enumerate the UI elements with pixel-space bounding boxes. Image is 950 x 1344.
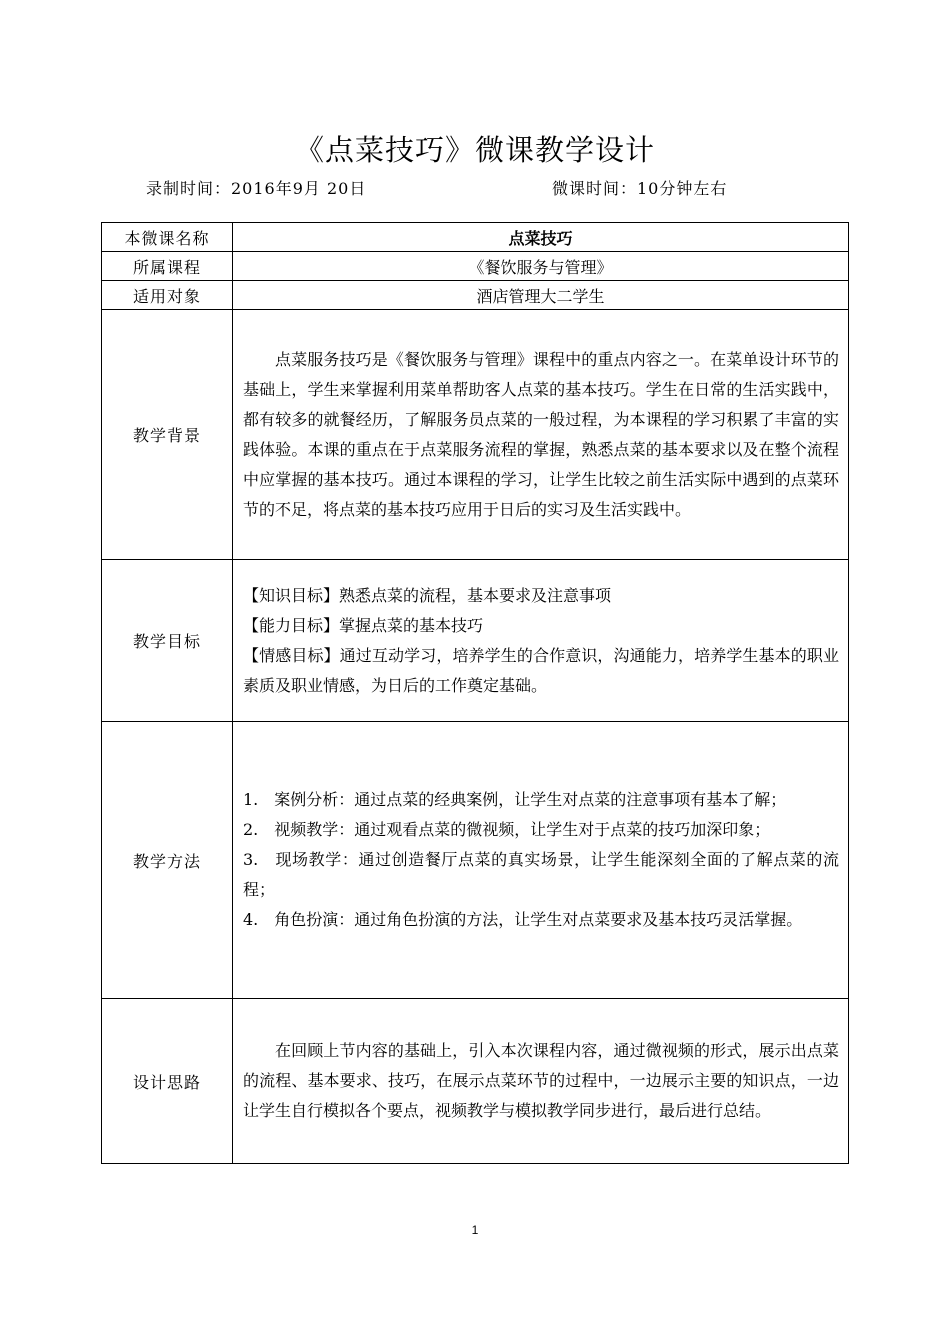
methods-cell: [233, 722, 849, 999]
background-cell: [233, 310, 849, 560]
method-item: 3. 现场教学：通过创造餐厅点菜的真实场景，让学生能深刻全面的了解点菜的流程；: [243, 850, 839, 899]
lesson-name-label: 本微课名称: [102, 223, 233, 252]
design-text: 在回顾上节内容的基础上，引入本次课程内容，通过微视频的形式，展示出点菜的流程、基本要求、技巧，在展示点菜环节的过程中，一边展示主要的知识点，一边让学生自行模拟各个要点，视频教学与模拟教学同步进行，最后进行总结。: [243, 1041, 839, 1120]
background-label: 教学背景: [102, 310, 233, 560]
row-course: [102, 252, 849, 281]
design-cell: [233, 999, 849, 1164]
row-audience: [102, 281, 849, 310]
page-number: 1: [471, 1223, 479, 1237]
background-text: 点菜服务技巧是《餐饮服务与管理》课程中的重点内容之一。在菜单设计环节的基础上，学生来掌握利用菜单帮助客人点菜的基本技巧。学生在日常的生活实践中，都有较多的就餐经历，了解服务员点菜的一般过程，为本课程的学习积累了丰富的实践体验。本课的重点在于点菜服务流程的掌握，熟悉点菜的基本要求以及在整个流程中应掌握的基本技巧。通过本课程的学习，让学生比较之前生活实际中遇到的点菜环节的不足，将点菜的基本技巧应用于日后的实习及生活实践中。: [243, 349, 839, 519]
method-item: 1. 案例分析：通过点菜的经典案例，让学生对点菜的注意事项有基本了解；: [243, 790, 787, 809]
goal-ability: 【能力目标】掌握点菜的基本技巧: [243, 615, 484, 635]
record-time: 录制时间：2016年9月 20日: [146, 179, 367, 198]
audience-value: 酒店管理大二学生: [233, 281, 849, 310]
lesson-duration: 微课时间：10分钟左右: [552, 179, 728, 198]
audience-label: 适用对象: [102, 281, 233, 310]
row-lesson-name: [102, 223, 849, 252]
goals-cell: [233, 560, 849, 722]
row-background: [102, 310, 849, 560]
goals-label: 教学目标: [102, 560, 233, 722]
course-label: 所属课程: [102, 252, 233, 281]
goal-emotion: 【情感目标】通过互动学习，培养学生的合作意识，沟通能力，培养学生基本的职业素质及职业情感，为日后的工作奠定基础。: [243, 645, 839, 695]
lesson-name-value: 点菜技巧: [233, 223, 849, 252]
document-title: 《点菜技巧》微课教学设计: [294, 133, 655, 167]
row-methods: [102, 722, 849, 999]
row-goals: [102, 560, 849, 722]
method-item: 2. 视频教学：通过观看点菜的微视频，让学生对于点菜的技巧加深印象；: [243, 820, 771, 839]
methods-label: 教学方法: [102, 722, 233, 999]
method-item: 4. 角色扮演：通过角色扮演的方法，让学生对点菜要求及基本技巧灵活掌握。: [243, 910, 803, 929]
design-label: 设计思路: [102, 999, 233, 1164]
lesson-design-table: [101, 222, 849, 1164]
course-value: 《餐饮服务与管理》: [233, 252, 849, 281]
goal-knowledge: 【知识目标】熟悉点菜的流程，基本要求及注意事项: [243, 585, 612, 605]
row-design: [102, 999, 849, 1164]
